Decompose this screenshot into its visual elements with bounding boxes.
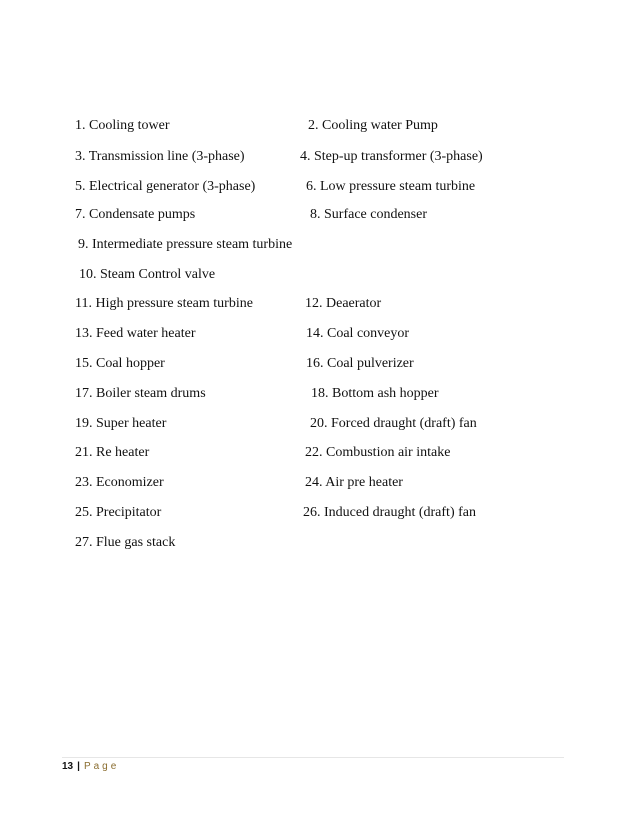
list-item: 18. Bottom ash hopper: [311, 386, 439, 401]
list-item: 13. Feed water heater: [75, 326, 196, 341]
list-item: 12. Deaerator: [305, 296, 382, 311]
page-label: Page: [83, 761, 120, 772]
list-item: 7. Condensate pumps: [75, 207, 196, 222]
list-item: 16. Coal pulverizer: [306, 356, 414, 371]
list-item: 24. Air pre heater: [305, 475, 403, 490]
list-item: 3. Transmission line (3-phase): [75, 149, 245, 164]
list-item: 22. Combustion air intake: [305, 445, 451, 460]
list-item: 11. High pressure steam turbine: [75, 296, 253, 311]
list-item: 5. Electrical generator (3-phase): [75, 179, 256, 194]
list-item: 25. Precipitator: [75, 505, 162, 520]
list-item: 15. Coal hopper: [75, 356, 165, 371]
list-item: 10. Steam Control valve: [79, 267, 216, 282]
list-item: 17. Boiler steam drums: [75, 386, 206, 401]
list-item: 19. Super heater: [75, 416, 167, 431]
list-item: 20. Forced draught (draft) fan: [310, 416, 477, 431]
list-item: 6. Low pressure steam turbine: [306, 179, 476, 194]
list-item: 4. Step-up transformer (3-phase): [300, 149, 483, 164]
list-item: 1. Cooling tower: [75, 118, 170, 133]
list-item: 21. Re heater: [75, 445, 150, 460]
list-item: 27. Flue gas stack: [75, 535, 176, 550]
list-item: 26. Induced draught (draft) fan: [303, 505, 476, 520]
list-item: 9. Intermediate pressure steam turbine: [78, 237, 293, 252]
footer-separator: |: [77, 761, 80, 772]
page-footer: [62, 761, 119, 772]
list-item: 14. Coal conveyor: [306, 326, 410, 341]
footer-divider: [62, 757, 564, 758]
list-item: 23. Economizer: [75, 475, 164, 490]
list-item: 2. Cooling water Pump: [308, 118, 438, 133]
list-item: 8. Surface condenser: [310, 207, 428, 222]
page-number: 13: [62, 761, 74, 772]
